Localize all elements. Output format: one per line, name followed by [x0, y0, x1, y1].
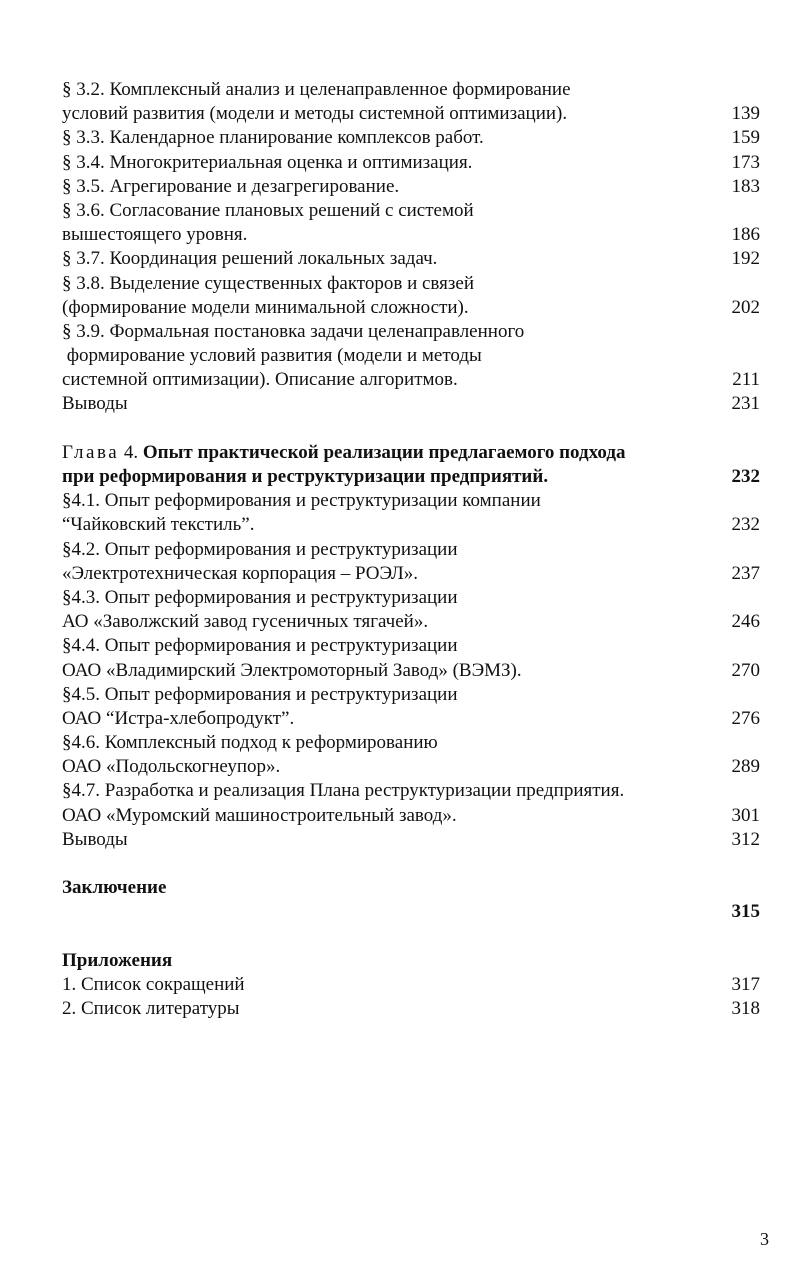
toc-line — [62, 828, 760, 852]
toc-entry — [62, 538, 760, 586]
toc-line — [62, 610, 760, 634]
chapter-number: 4. — [123, 441, 139, 463]
toc-entry-text: § 3.3. Календарное планирование комплексов работ. — [62, 127, 484, 149]
spacer — [62, 417, 760, 441]
toc-line — [62, 779, 760, 803]
toc-line — [62, 538, 760, 562]
toc-line — [62, 223, 760, 247]
appendix-entry — [62, 949, 760, 1022]
chapter-page: 232 — [731, 466, 760, 487]
toc-entry-page: 232 — [731, 514, 760, 536]
toc-entry-text: § 3.4. Многокритериальная оценка и оптимизация. — [62, 151, 473, 173]
conclusion-label: Заключение — [62, 877, 167, 899]
toc-line — [62, 586, 760, 610]
toc-line — [62, 659, 760, 683]
toc-entry-text: формирование условий развития (модели и методы — [62, 345, 482, 367]
appendix-item: 1. Список сокращений 317 — [62, 973, 760, 995]
toc-entry — [62, 151, 760, 175]
toc-entry — [62, 828, 760, 852]
toc-entry-page: 276 — [731, 707, 760, 729]
toc-entry-text: § 3.5. Агрегирование и дезагрегирование. — [62, 175, 400, 197]
toc-line — [62, 151, 760, 175]
toc-entry — [62, 272, 760, 320]
toc-entry-page: 183 — [731, 175, 760, 197]
toc-entry — [62, 683, 760, 731]
toc-line — [62, 562, 760, 586]
toc-line — [62, 513, 760, 537]
toc-entry-text: ОАО «Подольскогнеупор». — [62, 756, 281, 778]
toc-entry-text: §4.7. Разработка и реализация Плана реструктуризации предприятия. — [62, 780, 625, 802]
appendix-label: Приложения — [62, 949, 173, 971]
toc-entry-page: 312 — [731, 828, 760, 850]
toc-line — [62, 755, 760, 779]
appendix-item: 2. Список литературы 318 — [62, 998, 760, 1020]
toc-entry-text: § 3.2. Комплексный анализ и целенаправленное формирование — [62, 79, 571, 100]
toc-entry-page: 270 — [731, 659, 760, 681]
toc-entry-text: Выводы — [62, 393, 128, 415]
conclusion-page: 315 — [731, 901, 760, 923]
toc-line — [62, 683, 760, 707]
toc-line — [62, 634, 760, 658]
toc-entry — [62, 320, 760, 393]
toc-entry-text: §4.2. Опыт реформирования и реструктуризации — [62, 538, 458, 560]
toc-entry-text: § 3.7. Координация решений локальных задач. — [62, 248, 438, 270]
toc-entry-text: вышестоящего уровня. — [62, 224, 248, 246]
chapter-4-heading — [62, 441, 760, 489]
toc-entry-text: §4.1. Опыт реформирования и реструктуризации компании — [62, 490, 541, 512]
toc-entry-text: (формирование модели минимальной сложности). — [62, 296, 469, 318]
toc-entry-page: 202 — [731, 296, 760, 318]
toc-entry-text: ОАО «Владимирский Электромоторный Завод» (ВЭМЗ). — [62, 659, 522, 681]
chapter-3-sections — [62, 78, 760, 417]
toc-entry-page: 231 — [731, 393, 760, 415]
toc-line — [62, 344, 760, 368]
toc-entry-text: §4.4. Опыт реформирования и реструктуризации — [62, 635, 458, 657]
toc-line — [62, 126, 760, 150]
toc-line — [62, 804, 760, 828]
conclusion-entry — [62, 876, 760, 924]
toc-line — [62, 272, 760, 296]
toc-entry-page: 173 — [731, 151, 760, 173]
toc-entry-text: §4.3. Опыт реформирования и реструктуризации — [62, 586, 458, 608]
toc-entry-text: Выводы — [62, 828, 128, 850]
toc-entry-page: 186 — [731, 224, 760, 246]
page-number: 3 — [760, 1229, 769, 1249]
chapter-4-sections — [62, 489, 760, 852]
toc-line — [62, 392, 760, 416]
toc-entry-page: 192 — [731, 248, 760, 270]
toc-entry-text: § 3.9. Формальная постановка задачи целенаправленного — [62, 320, 525, 342]
toc-entry-text: ОАО «Муромский машиностроительный завод». — [62, 804, 457, 826]
toc-entry-text: § 3.8. Выделение существенных факторов и связей — [62, 272, 474, 294]
toc-entry — [62, 731, 760, 779]
toc-entry — [62, 489, 760, 537]
toc-line — [62, 320, 760, 344]
chapter-title-line-1: Опыт практической реализации предлагаемого подхода — [142, 441, 626, 463]
toc-line — [62, 199, 760, 223]
toc-entry — [62, 247, 760, 271]
toc-entry-text: системной оптимизации). Описание алгоритмов. — [62, 369, 458, 391]
toc-entry-text: §4.5. Опыт реформирования и реструктуризации — [62, 683, 458, 705]
toc-line — [62, 368, 760, 392]
toc-line — [62, 175, 760, 199]
toc-entry-page: 246 — [731, 611, 760, 633]
toc-entry-text: § 3.6. Согласование плановых решений с системой — [62, 199, 474, 221]
toc-entry-text: АО «Заволжский завод гусеничных тягачей». — [62, 611, 429, 633]
toc-entry-text: условий развития (модели и методы системной оптимизации). — [62, 103, 568, 125]
spacer — [62, 852, 760, 876]
toc-entry-page: 289 — [731, 756, 760, 778]
toc-entry-text: ОАО “Истра-хлебопродукт”. — [62, 707, 295, 729]
spacer — [62, 925, 760, 949]
toc-line — [62, 102, 760, 126]
toc-entry — [62, 126, 760, 150]
toc-entry-page: 301 — [731, 804, 760, 826]
toc-entry-page: 139 — [731, 103, 760, 125]
toc-entry — [62, 634, 760, 682]
toc-entry-text: «Электротехническая корпорация – РОЭЛ». — [62, 562, 418, 584]
table-of-contents — [62, 78, 760, 1021]
toc-line — [62, 296, 760, 320]
toc-entry-page: 159 — [731, 127, 760, 149]
chapter-prefix: Глава — [62, 441, 120, 463]
toc-line — [62, 247, 760, 271]
toc-line — [62, 731, 760, 755]
toc-entry — [62, 779, 760, 827]
toc-entry — [62, 78, 760, 126]
toc-line — [62, 489, 760, 513]
toc-line — [62, 78, 760, 102]
toc-line — [62, 707, 760, 731]
toc-entry — [62, 392, 760, 416]
toc-entry — [62, 199, 760, 247]
toc-entry-text: §4.6. Комплексный подход к реформированию — [62, 732, 438, 754]
toc-entry-page: 211 — [732, 369, 760, 391]
toc-entry — [62, 586, 760, 634]
toc-entry-page: 237 — [731, 562, 760, 584]
toc-entry — [62, 175, 760, 199]
toc-entry-text: “Чайковский текстиль”. — [62, 514, 255, 536]
chapter-title-line-2: при реформирования и реструктуризации предприятий. — [62, 466, 549, 487]
